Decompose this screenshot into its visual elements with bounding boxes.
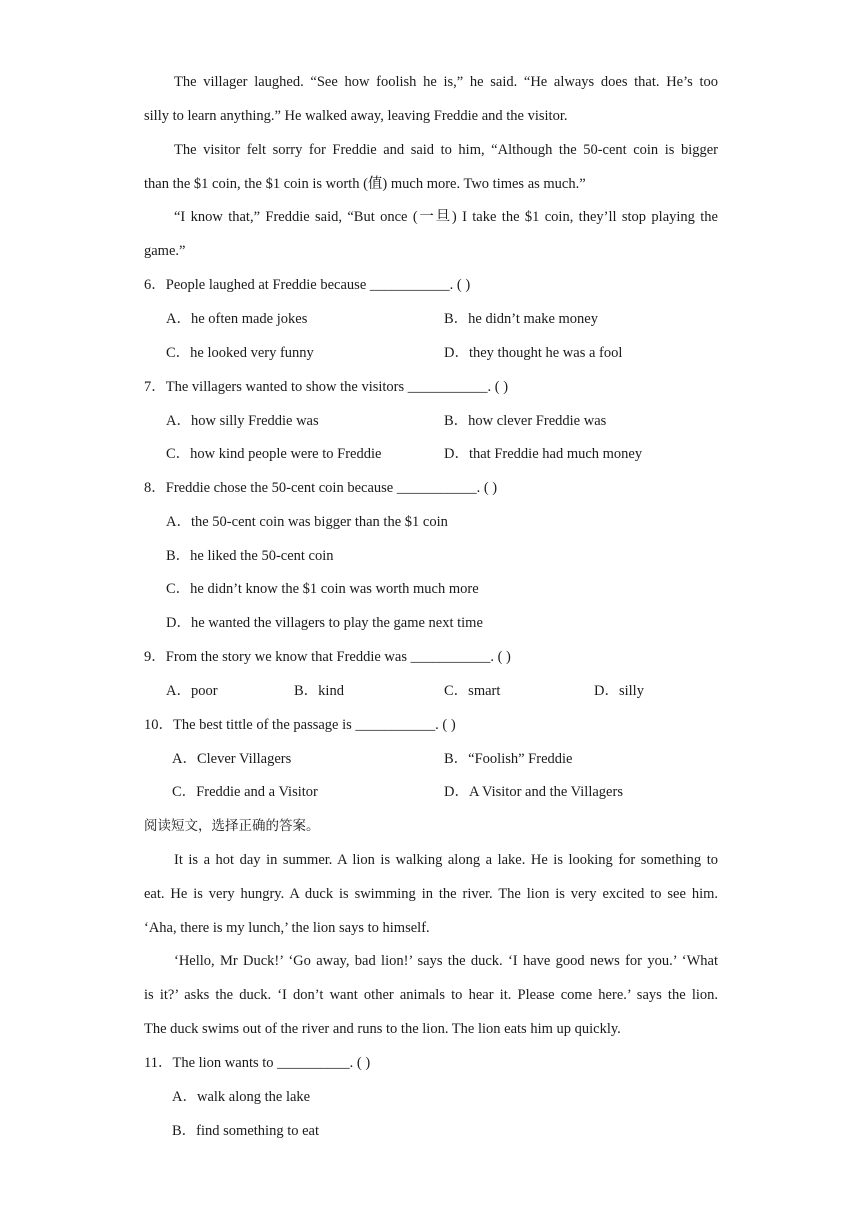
passage1-line-3: The visitor felt sorry for Freddie and said to him, “Although the 50-cent coin is bigger	[174, 142, 718, 158]
question-8-option-d: D．he wanted the villagers to play the game next time	[166, 615, 483, 631]
passage2-line-4: ‘Hello, Mr Duck!’ ‘Go away, bad lion!’ says the duck. ‘I have good news for you.’ ‘What	[174, 953, 718, 969]
question-7-option-b: B．how clever Freddie was	[444, 413, 607, 429]
question-8-stem: 8．Freddie chose the 50-cent coin because ___________. ( )	[144, 480, 498, 496]
question-9-stem: 9．From the story we know that Freddie was ___________. ( )	[144, 649, 511, 665]
question-9-option-d: D．silly	[594, 683, 644, 699]
question-7-option-a: A．how silly Freddie was	[166, 413, 319, 429]
question-7-option-c: C．how kind people were to Freddie	[166, 446, 382, 462]
question-10-option-c: C．Freddie and a Visitor	[172, 784, 318, 800]
question-10-option-d: D．A Visitor and the Villagers	[444, 784, 623, 800]
question-11-option-a: A．walk along the lake	[172, 1089, 311, 1105]
passage2-line-2: eat. He is very hungry. A duck is swimming in the river. The lion is very excited to see him.	[144, 886, 718, 902]
question-8-option-b: B．he liked the 50-cent coin	[166, 548, 334, 564]
passage1-line-5: “I know that,” Freddie said, “But once (一旦) I take the $1 coin, they’ll stop playing the	[174, 209, 718, 225]
passage2-line-3: ‘Aha, there is my lunch,’ the lion says to himself.	[144, 920, 430, 936]
passage1-line-6: game.”	[144, 243, 186, 259]
question-7-option-d: D．that Freddie had much money	[444, 446, 643, 462]
passage2-line-5: is it?’ asks the duck. ‘I don’t want other animals to hear it. Please come here.’ says the lion.	[144, 987, 718, 1003]
passage1-line-1: The villager laughed. “See how foolish he is,” he said. “He always does that. He’s too	[174, 74, 718, 90]
question-8-option-a: A．the 50-cent coin was bigger than the $1 coin	[166, 514, 448, 530]
question-6-option-d: D．they thought he was a fool	[444, 345, 623, 361]
question-8-option-c: C．he didn’t know the $1 coin was worth much more	[166, 581, 479, 597]
passage2-line-1: It is a hot day in summer. A lion is walking along a lake. He is looking for something to	[174, 852, 718, 868]
question-9-option-c: C．smart	[444, 683, 501, 699]
question-11-stem: 11．The lion wants to __________. ( )	[144, 1055, 371, 1071]
question-9-option-b: B．kind	[294, 683, 344, 699]
question-10-option-b: B．“Foolish” Freddie	[444, 751, 573, 767]
question-6-stem: 6．People laughed at Freddie because ___________. ( )	[144, 277, 471, 293]
question-10-stem: 10．The best tittle of the passage is ___________. ( )	[144, 717, 456, 733]
question-6-option-a: A．he often made jokes	[166, 311, 308, 327]
question-9-option-a: A．poor	[166, 683, 218, 699]
passage1-line-4: than the $1 coin, the $1 coin is worth (值) much more. Two times as much.”	[144, 176, 586, 192]
question-6-option-c: C．he looked very funny	[166, 345, 314, 361]
passage1-line-2: silly to learn anything.” He walked away, leaving Freddie and the visitor.	[144, 108, 568, 124]
question-6-option-b: B．he didn’t make money	[444, 311, 598, 327]
question-10-option-a: A．Clever Villagers	[172, 751, 292, 767]
question-7-stem: 7．The villagers wanted to show the visitors ___________. ( )	[144, 379, 509, 395]
passage2-line-6: The duck swims out of the river and runs to the lion. The lion eats him up quickly.	[144, 1021, 621, 1037]
question-11-option-b: B．find something to eat	[172, 1123, 319, 1139]
section-instruction: 阅读短文，选择正确的答案。	[144, 818, 320, 834]
